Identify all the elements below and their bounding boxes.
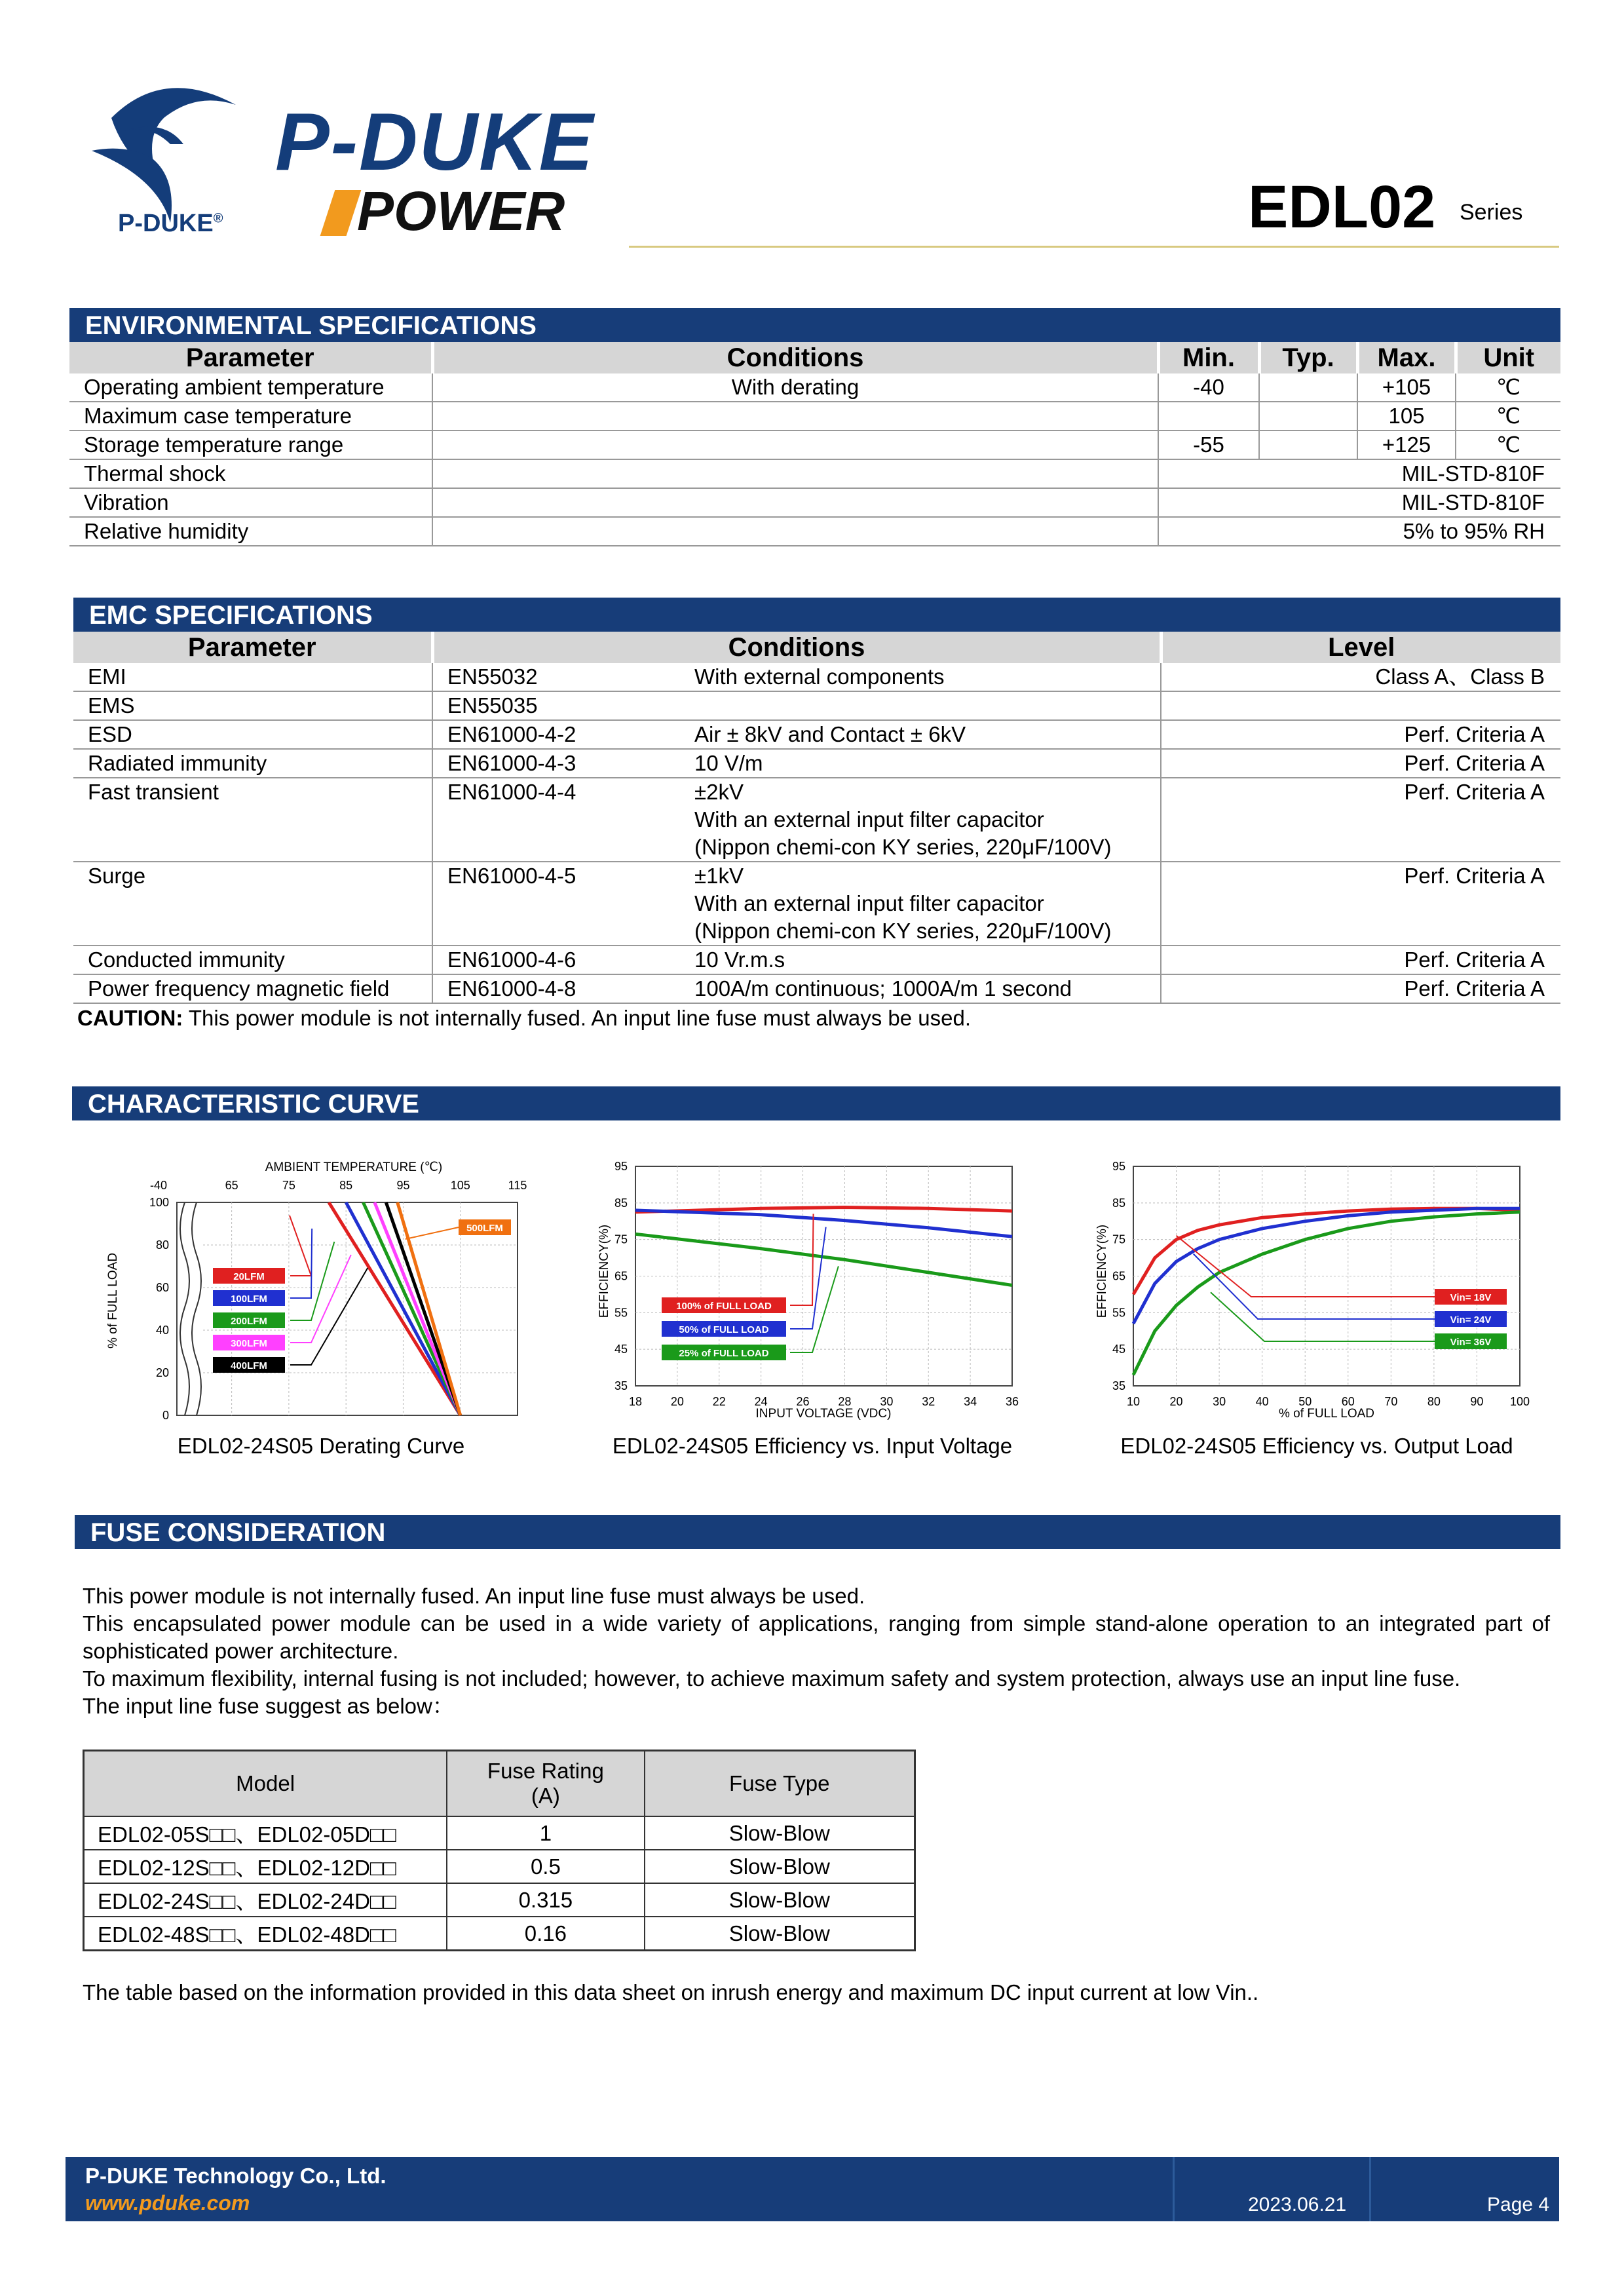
chart-x-label: AMBIENT TEMPERATURE (℃) bbox=[265, 1160, 443, 1174]
env-cell-cond bbox=[432, 459, 1158, 488]
x-tick-label: -40 bbox=[149, 1179, 168, 1192]
env-cell-cond bbox=[432, 517, 1158, 546]
fuse-cell-rating: 0.5 bbox=[447, 1850, 644, 1883]
env-cell-cond bbox=[432, 430, 1158, 459]
env-cell-unit: ℃ bbox=[1456, 373, 1560, 402]
fuse-cell-type: Slow-Blow bbox=[645, 1816, 915, 1850]
y-tick-label: 40 bbox=[155, 1324, 169, 1337]
env-cell-max: 105 bbox=[1357, 402, 1456, 430]
y-tick-label: 55 bbox=[1112, 1306, 1125, 1320]
x-tick-label: 36 bbox=[1005, 1395, 1019, 1408]
x-tick-label: 32 bbox=[922, 1395, 935, 1408]
legend-label: 300LFM bbox=[231, 1338, 267, 1349]
eff-vs-load-chart bbox=[1087, 1157, 1546, 1432]
emc-cell-level: Perf. Criteria A bbox=[1161, 862, 1560, 946]
y-tick-label: 0 bbox=[162, 1409, 169, 1422]
x-tick-label: 100 bbox=[1509, 1395, 1530, 1408]
emc-cell-cond bbox=[694, 862, 1161, 946]
emc-cell-cond: Air ± 8kV and Contact ± 6kV bbox=[694, 720, 1161, 749]
emc-cell-param: Radiated immunity bbox=[73, 749, 432, 778]
table-row bbox=[73, 720, 1560, 749]
fuse-col-rating-unit: (A) bbox=[531, 1784, 560, 1808]
emc-cell-level: Perf. Criteria A bbox=[1161, 720, 1560, 749]
footer-divider bbox=[1173, 2157, 1175, 2221]
footer-company: P-DUKE Technology Co., Ltd. bbox=[85, 2164, 387, 2188]
table-row bbox=[73, 946, 1560, 974]
emc-cell-level: Perf. Criteria A bbox=[1161, 974, 1560, 1003]
chart-y-label: % of FULL LOAD bbox=[106, 1252, 120, 1349]
env-cell-typ bbox=[1259, 373, 1357, 402]
fuse-paragraph: The input line fuse suggest as below： bbox=[83, 1694, 454, 1718]
footer-date: 2023.06.21 bbox=[1248, 2194, 1347, 2215]
legend-label: Vin= 24V bbox=[1450, 1314, 1492, 1326]
emc-col-conditions: Conditions bbox=[432, 632, 1161, 663]
emc-cell-level: Class A、Class B bbox=[1161, 663, 1560, 691]
y-tick-label: 95 bbox=[1112, 1160, 1125, 1173]
fuse-cell-model: EDL02-24S□□、EDL02-24D□□ bbox=[84, 1883, 447, 1917]
x-tick-label: 20 bbox=[670, 1395, 684, 1408]
env-cell-min: -40 bbox=[1158, 373, 1259, 402]
x-tick-label: 30 bbox=[880, 1395, 894, 1408]
emc-cell-cond bbox=[694, 778, 1161, 862]
legend-label: 50% of FULL LOAD bbox=[679, 1324, 769, 1335]
emc-cell-param: Surge bbox=[73, 862, 432, 946]
fuse-section-title: FUSE CONSIDERATION bbox=[75, 1515, 1560, 1549]
env-cell-param: Storage temperature range bbox=[69, 430, 432, 459]
env-cell-max: +105 bbox=[1357, 373, 1456, 402]
emc-cond-line: With an external input filter capacitor bbox=[694, 807, 1044, 832]
y-tick-label: 35 bbox=[1112, 1379, 1125, 1392]
table-row bbox=[73, 862, 1560, 946]
fuse-cell-model: EDL02-05S□□、EDL02-05D□□ bbox=[84, 1816, 447, 1850]
curve-section-title: CHARACTERISTIC CURVE bbox=[72, 1086, 1560, 1120]
emc-cell-level: Perf. Criteria A bbox=[1161, 946, 1560, 974]
legend-label: 100% of FULL LOAD bbox=[676, 1301, 772, 1312]
fuse-cell-rating: 1 bbox=[447, 1816, 644, 1850]
brand-small-label: P-DUKE® bbox=[118, 210, 223, 237]
emc-cond-line: (Nippon chemi-con KY series, 220μF/100V) bbox=[694, 835, 1112, 859]
emc-cond-line: With an external input filter capacitor bbox=[694, 891, 1044, 915]
fuse-col-type: Fuse Type bbox=[645, 1751, 915, 1817]
y-tick-label: 60 bbox=[155, 1281, 169, 1294]
emc-header-row bbox=[73, 632, 1560, 663]
eff-vin-caption: EDL02-24S05 Efficiency vs. Input Voltage bbox=[612, 1434, 1013, 1458]
emc-spec-table bbox=[73, 632, 1560, 1004]
caution-text: This power module is not internally fused. An input line fuse must always be used. bbox=[183, 1006, 972, 1030]
x-tick-label: 34 bbox=[964, 1395, 977, 1408]
emc-cell-param: Conducted immunity bbox=[73, 946, 432, 974]
env-cell-typ bbox=[1259, 430, 1357, 459]
brand-subtitle: POWER bbox=[357, 180, 565, 242]
emc-cell-cond: 100A/m continuous; 1000A/m 1 second bbox=[694, 974, 1161, 1003]
emc-cell-cond: 10 V/m bbox=[694, 749, 1161, 778]
emc-cell-level bbox=[1161, 691, 1560, 720]
env-cell-param: Vibration bbox=[69, 488, 432, 517]
env-cell-cond bbox=[432, 402, 1158, 430]
x-tick-label: 26 bbox=[796, 1395, 810, 1408]
env-spec-table bbox=[69, 342, 1560, 546]
fuse-table bbox=[83, 1750, 916, 1951]
fuse-cell-model: EDL02-12S□□、EDL02-12D□□ bbox=[84, 1850, 447, 1883]
brand-title: P-DUKE bbox=[275, 97, 595, 187]
emc-cell-standard: EN61000-4-3 bbox=[432, 749, 694, 778]
brand-accent-bar bbox=[320, 190, 362, 236]
env-cell-typ bbox=[1259, 402, 1357, 430]
env-cell-cond bbox=[432, 488, 1158, 517]
emc-cond-line: ±2kV bbox=[694, 780, 744, 804]
fuse-col-rating-label: Fuse Rating bbox=[487, 1759, 604, 1783]
x-tick-label: 18 bbox=[628, 1395, 643, 1408]
footer-divider bbox=[1369, 2157, 1371, 2221]
x-tick-label: 85 bbox=[339, 1179, 353, 1192]
table-row bbox=[84, 1850, 915, 1883]
derating-chart bbox=[98, 1157, 544, 1435]
env-cell-max: +125 bbox=[1357, 430, 1456, 459]
table-row bbox=[84, 1917, 915, 1951]
emc-cell-standard: EN61000-4-2 bbox=[432, 720, 694, 749]
y-tick-label: 75 bbox=[1112, 1233, 1125, 1246]
table-row bbox=[69, 517, 1560, 546]
emc-caution bbox=[77, 1006, 971, 1031]
x-tick-label: 115 bbox=[508, 1179, 527, 1192]
env-cell-value: MIL-STD-810F bbox=[1158, 488, 1560, 517]
env-cell-cond: With derating bbox=[432, 373, 1158, 402]
y-tick-label: 65 bbox=[614, 1269, 628, 1283]
fuse-note: The table based on the information provided in this data sheet on inrush energy and maximum DC input current at low Vin.. bbox=[83, 1980, 1259, 2004]
env-cell-param: Operating ambient temperature bbox=[69, 373, 432, 402]
x-tick-label: 60 bbox=[1341, 1395, 1355, 1408]
env-section-title: ENVIRONMENTAL SPECIFICATIONS bbox=[69, 308, 1560, 342]
emc-cell-cond: 10 Vr.m.s bbox=[694, 946, 1161, 974]
env-cell-value: MIL-STD-810F bbox=[1158, 459, 1560, 488]
emc-cell-standard: EN61000-4-6 bbox=[432, 946, 694, 974]
table-row bbox=[84, 1883, 915, 1917]
y-tick-label: 75 bbox=[614, 1233, 628, 1246]
series-code: EDL02 bbox=[1248, 174, 1436, 240]
emc-cell-param: ESD bbox=[73, 720, 432, 749]
y-tick-label: 95 bbox=[614, 1160, 628, 1173]
legend-label: Vin= 36V bbox=[1450, 1337, 1492, 1348]
legend-label: 20LFM bbox=[233, 1271, 265, 1282]
y-tick-label: 45 bbox=[614, 1343, 628, 1356]
table-row bbox=[73, 691, 1560, 720]
env-cell-value: 5% to 95% RH bbox=[1158, 517, 1560, 546]
legend-label: 400LFM bbox=[231, 1360, 267, 1371]
y-tick-label: 85 bbox=[1112, 1196, 1125, 1210]
emc-cell-cond: With external components bbox=[694, 663, 1161, 691]
emc-col-parameter: Parameter bbox=[73, 632, 432, 663]
fuse-col-model: Model bbox=[84, 1751, 447, 1817]
legend-label: 100LFM bbox=[231, 1293, 267, 1305]
table-row bbox=[73, 778, 1560, 862]
legend-label: 25% of FULL LOAD bbox=[679, 1348, 769, 1359]
y-tick-label: 85 bbox=[614, 1196, 628, 1210]
table-row bbox=[73, 663, 1560, 691]
emc-col-level: Level bbox=[1161, 632, 1560, 663]
env-header-row bbox=[69, 342, 1560, 373]
eff-vs-vin-chart bbox=[590, 1157, 1035, 1432]
table-row bbox=[73, 749, 1560, 778]
x-tick-label: 75 bbox=[282, 1179, 295, 1192]
chart-x-label: INPUT VOLTAGE (VDC) bbox=[755, 1407, 892, 1421]
x-tick-label: 95 bbox=[396, 1179, 410, 1192]
emc-cell-param: EMS bbox=[73, 691, 432, 720]
y-tick-label: 55 bbox=[614, 1306, 628, 1320]
fuse-cell-type: Slow-Blow bbox=[645, 1883, 915, 1917]
table-row bbox=[69, 459, 1560, 488]
emc-cell-standard: EN55035 bbox=[432, 691, 694, 720]
emc-cell-cond bbox=[694, 691, 1161, 720]
legend-label: Vin= 18V bbox=[1450, 1292, 1492, 1303]
fuse-cell-type: Slow-Blow bbox=[645, 1917, 915, 1951]
company-logo bbox=[0, 0, 655, 262]
fuse-paragraph: This power module is not internally fused. An input line fuse must always be used. bbox=[83, 1584, 865, 1608]
y-tick-label: 20 bbox=[155, 1366, 169, 1379]
y-tick-label: 65 bbox=[1112, 1269, 1125, 1283]
env-cell-min bbox=[1158, 402, 1259, 430]
chart-y-label: EFFICIENCY(%) bbox=[1095, 1224, 1109, 1318]
y-tick-label: 35 bbox=[614, 1379, 628, 1392]
emc-cell-level: Perf. Criteria A bbox=[1161, 778, 1560, 862]
emc-cell-standard: EN61000-4-5 bbox=[432, 862, 694, 946]
table-row bbox=[69, 373, 1560, 402]
x-tick-label: 65 bbox=[225, 1179, 238, 1192]
env-cell-param: Relative humidity bbox=[69, 517, 432, 546]
emc-cond-line: ±1kV bbox=[694, 864, 744, 888]
footer-website-link[interactable]: www.pduke.com bbox=[85, 2191, 250, 2215]
table-row bbox=[69, 402, 1560, 430]
y-tick-label: 100 bbox=[149, 1196, 169, 1209]
fuse-paragraph: To maximum flexibility, internal fusing is not included; however, to achieve maximum safety and system protection, always use an input line fuse. bbox=[83, 1666, 1461, 1691]
x-tick-label: 80 bbox=[1427, 1395, 1441, 1408]
chart-x-label: % of FULL LOAD bbox=[1278, 1407, 1375, 1421]
x-tick-label: 105 bbox=[450, 1179, 470, 1192]
x-tick-label: 40 bbox=[1255, 1395, 1269, 1408]
emc-cell-level: Perf. Criteria A bbox=[1161, 749, 1560, 778]
emc-cell-param: Power frequency magnetic field bbox=[73, 974, 432, 1003]
legend-label: 500LFM bbox=[466, 1223, 503, 1234]
emc-cell-standard: EN61000-4-8 bbox=[432, 974, 694, 1003]
series-word: Series bbox=[1460, 200, 1523, 225]
env-col-max: Max. bbox=[1357, 342, 1456, 373]
emc-cell-standard: EN61000-4-4 bbox=[432, 778, 694, 862]
emc-cell-param: EMI bbox=[73, 663, 432, 691]
emc-cell-param: Fast transient bbox=[73, 778, 432, 862]
fuse-paragraph: This encapsulated power module can be used in a wide variety of applications, ranging from simple stand-alone operation to an integrated part of sophisticated power architecture. bbox=[83, 1611, 1550, 1663]
env-col-parameter: Parameter bbox=[69, 342, 432, 373]
emc-cell-standard: EN55032 bbox=[432, 663, 694, 691]
env-cell-param: Maximum case temperature bbox=[69, 402, 432, 430]
env-col-min: Min. bbox=[1158, 342, 1259, 373]
eff-load-caption: EDL02-24S05 Efficiency vs. Output Load bbox=[1120, 1434, 1513, 1458]
env-cell-unit: ℃ bbox=[1456, 430, 1560, 459]
table-row bbox=[69, 488, 1560, 517]
header-rule bbox=[629, 246, 1559, 248]
footer-page-number: Page 4 bbox=[1487, 2194, 1550, 2215]
env-col-typ: Typ. bbox=[1259, 342, 1357, 373]
derating-caption: EDL02-24S05 Derating Curve bbox=[177, 1434, 465, 1458]
fuse-cell-rating: 0.315 bbox=[447, 1883, 644, 1917]
env-cell-param: Thermal shock bbox=[69, 459, 432, 488]
logo-swoosh-icon bbox=[85, 79, 242, 229]
legend-label: 200LFM bbox=[231, 1316, 267, 1327]
x-tick-label: 30 bbox=[1213, 1395, 1226, 1408]
env-cell-unit: ℃ bbox=[1456, 402, 1560, 430]
table-row bbox=[84, 1816, 915, 1850]
env-col-conditions: Conditions bbox=[432, 342, 1158, 373]
page-footer bbox=[66, 2157, 1559, 2221]
caution-label: CAUTION: bbox=[77, 1006, 183, 1030]
y-tick-label: 80 bbox=[155, 1238, 169, 1252]
x-tick-label: 90 bbox=[1470, 1395, 1484, 1408]
fuse-cell-rating: 0.16 bbox=[447, 1917, 644, 1951]
table-row bbox=[73, 974, 1560, 1003]
emc-section-title: EMC SPECIFICATIONS bbox=[73, 598, 1560, 632]
env-cell-min: -55 bbox=[1158, 430, 1259, 459]
y-tick-label: 45 bbox=[1112, 1343, 1125, 1356]
emc-cond-line: (Nippon chemi-con KY series, 220μF/100V) bbox=[694, 919, 1112, 943]
x-tick-label: 70 bbox=[1384, 1395, 1398, 1408]
x-tick-label: 22 bbox=[712, 1395, 726, 1408]
x-tick-label: 20 bbox=[1169, 1395, 1183, 1408]
x-tick-label: 10 bbox=[1126, 1395, 1141, 1408]
chart-y-label: EFFICIENCY(%) bbox=[597, 1224, 611, 1318]
fuse-cell-type: Slow-Blow bbox=[645, 1850, 915, 1883]
table-row bbox=[69, 430, 1560, 459]
fuse-description bbox=[83, 1582, 1550, 1720]
x-tick-label: 50 bbox=[1298, 1395, 1312, 1408]
x-tick-label: 24 bbox=[754, 1395, 768, 1408]
env-col-unit: Unit bbox=[1456, 342, 1560, 373]
fuse-header-row bbox=[84, 1751, 915, 1817]
fuse-col-rating bbox=[447, 1751, 644, 1817]
fuse-cell-model: EDL02-48S□□、EDL02-48D□□ bbox=[84, 1917, 447, 1951]
x-tick-label: 28 bbox=[838, 1395, 852, 1408]
